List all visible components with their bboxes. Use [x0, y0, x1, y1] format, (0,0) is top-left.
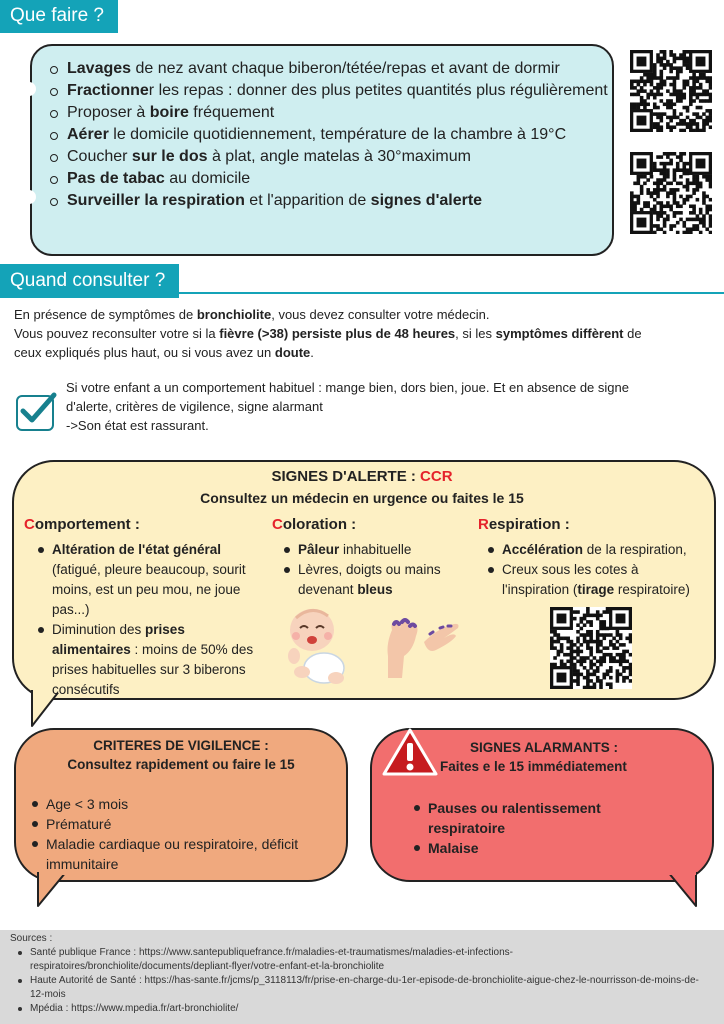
reassure-line-1: Si votre enfant a un comportement habituel : mange bien, dors bien, joue. Et en absence de signe	[66, 380, 629, 395]
qr-code-icon[interactable]	[630, 152, 712, 234]
coloration-list	[282, 540, 472, 600]
respiration-list	[486, 540, 708, 600]
qr-code-icon[interactable]	[630, 50, 712, 132]
box-notch	[22, 190, 36, 204]
list-item: Diminution des prises alimentaires : moins de 50% des prises habituelles sur 3 biberons consécutifs	[36, 620, 254, 700]
vigilence-subtitle: Consultez rapidement ou faire le 15	[67, 757, 295, 772]
list-item: Pâleur inhabituelle	[282, 540, 472, 560]
bubble-tail	[36, 872, 76, 912]
alert-title: SIGNES D'ALERTE : CCR	[271, 468, 453, 485]
warning-icon	[382, 728, 438, 776]
alarmants-list	[412, 798, 652, 858]
box-notch	[22, 82, 36, 96]
list-item: Creux sous les cotes à l'inspiration (tirage respiratoire)	[486, 560, 708, 600]
divider	[0, 31, 520, 32]
reassure-line-2: d'alerte, critères de vigilence, signe alarmant	[66, 399, 323, 414]
section-title-que-faire: Que faire ?	[0, 0, 118, 33]
alarmants-subtitle: Faites e le 15 immédiatement	[440, 759, 627, 774]
bubble-tail	[660, 872, 700, 912]
advice-item: Lavages de nez avant chaque biberon/tétée/repas et avant de dormir	[50, 58, 610, 80]
source-link[interactable]: Mpédia : https://www.mpedia.fr/art-bronchiolite/	[10, 1002, 710, 1016]
baby-icon	[282, 604, 352, 688]
list-item: Prématuré	[30, 814, 330, 834]
advice-item: Fractionner les repas : donner des plus petites quantités plus régulièrement	[50, 80, 610, 102]
paragraph-3: ceux expliqués plus haut, ou si vous avez un doute.	[14, 345, 314, 360]
sources-label: Sources :	[10, 933, 53, 944]
coloration-title: Coloration :	[272, 516, 357, 533]
reassure-line-3: ->Son état est rassurant.	[66, 418, 209, 433]
list-item: Age < 3 mois	[30, 794, 330, 814]
alert-subtitle: Consultez un médecin en urgence ou faites le 15	[200, 490, 524, 506]
list-item: Malaise	[412, 838, 652, 858]
source-link[interactable]: Haute Autorité de Santé : https://has-sante.fr/jcms/p_3118113/fr/prise-en-charge-du-1er-episode-de-bronchiolite-aigue-chez-le-nourrisson-de-moins-de-12-mois	[10, 974, 710, 1002]
sources-footer	[0, 930, 724, 1024]
qr-code-icon[interactable]	[550, 607, 632, 689]
vigilence-list	[30, 794, 330, 874]
advice-item: Proposer à boire fréquement	[50, 102, 610, 124]
sources-list	[10, 946, 710, 1016]
vigilence-title: CRITERES DE VIGILENCE :	[93, 738, 269, 753]
hand-icon	[384, 608, 462, 678]
advice-item: Surveiller la respiration et l'apparition de signes d'alerte	[50, 190, 610, 212]
respiration-title: Respiration :	[478, 516, 570, 533]
comportement-title: Comportement :	[24, 516, 140, 533]
comportement-list	[36, 540, 254, 700]
section-title-quand-consulter: Quand consulter ?	[0, 264, 179, 298]
section-divider	[0, 292, 724, 294]
list-item: Maladie cardiaque ou respiratoire, déficit immunitaire	[30, 834, 330, 874]
advice-item: Aérer le domicile quotidiennement, température de la chambre à 19°C	[50, 124, 610, 146]
list-item: Pauses ou ralentissement respiratoire	[412, 798, 652, 838]
paragraph-1: En présence de symptômes de bronchiolite, vous devez consulter votre médecin.	[14, 307, 490, 322]
advice-list	[50, 58, 610, 212]
list-item: Lèvres, doigts ou mains devenant bleus	[282, 560, 472, 600]
advice-item: Coucher sur le dos à plat, angle matelas à 30°maximum	[50, 146, 610, 168]
list-item: Accélération de la respiration,	[486, 540, 708, 560]
list-item: Altération de l'état général (fatigué, pleure beaucoup, sourit moins, est un peu mou, ne joue pas...)	[36, 540, 254, 620]
checkmark-icon	[16, 395, 54, 431]
advice-item: Pas de tabac au domicile	[50, 168, 610, 190]
alarmants-title: SIGNES ALARMANTS :	[470, 740, 618, 755]
source-link[interactable]: Santé publique France : https://www.santepubliquefrance.fr/maladies-et-traumatismes/maladies-et-infections-respiratoires/bronchiolite/documents/depliant-flyer/votre-enfant-et-la-bronchiolite	[10, 946, 710, 974]
paragraph-2: Vous pouvez reconsulter votre si la fièvre (>38) persiste plus de 48 heures, si les symptômes diffèrent de	[14, 326, 642, 341]
